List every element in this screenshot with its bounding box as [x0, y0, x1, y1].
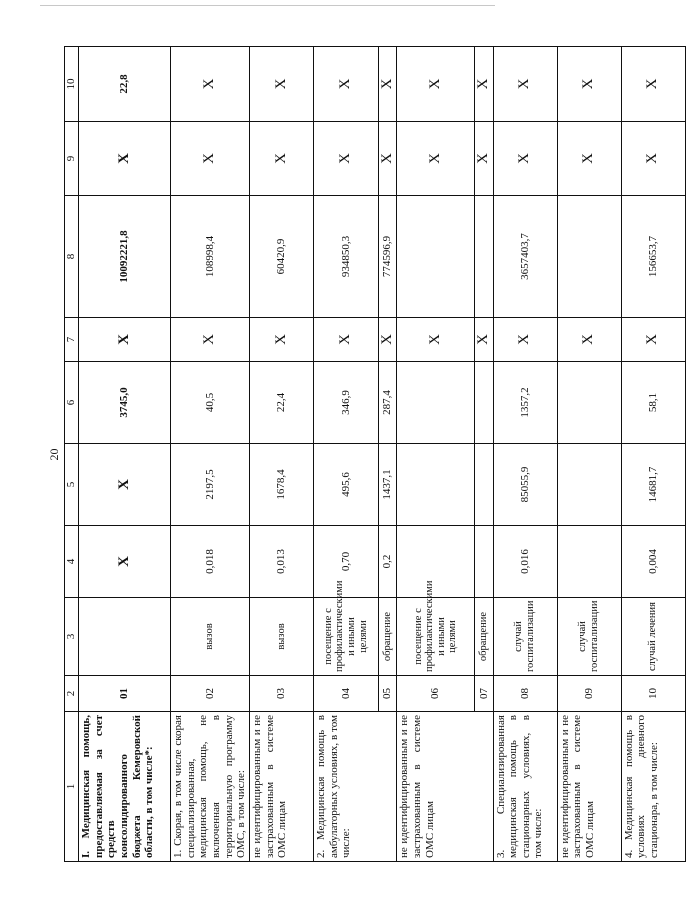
table-cell: [397, 444, 475, 526]
table-cell: X: [493, 318, 557, 362]
row-code: 10: [621, 676, 685, 712]
row-code: 05: [379, 676, 397, 712]
table-cell: 1437,1: [379, 444, 397, 526]
table-cell: X: [171, 47, 250, 122]
unit-cell: случай госпитализации: [557, 598, 621, 676]
table-cell: X: [621, 122, 685, 196]
unit-cell: обращение: [379, 598, 397, 676]
table-row: [171, 47, 250, 862]
column-header: 5: [65, 444, 79, 526]
column-header: 8: [65, 196, 79, 318]
table-cell: X: [397, 47, 475, 122]
table-cell: X: [379, 47, 397, 122]
header-row: [65, 47, 79, 862]
table-cell: [475, 196, 493, 318]
unit-cell: обращение: [475, 598, 493, 676]
table-cell: X: [79, 526, 171, 598]
column-header: 7: [65, 318, 79, 362]
unit-cell: случай госпитализации: [493, 598, 557, 676]
row-code: 07: [475, 676, 493, 712]
row-label: не идентифицированным и не застрахованным в системе ОМС лицам: [557, 712, 621, 862]
table-cell: 10092221,8: [79, 196, 171, 318]
table-cell: X: [314, 318, 379, 362]
table-cell: X: [493, 122, 557, 196]
table-cell: [397, 362, 475, 444]
column-header: 1: [65, 712, 79, 862]
row-code: 08: [493, 676, 557, 712]
table-cell: 14681,7: [621, 444, 685, 526]
data-table: [64, 46, 686, 862]
row-label: 4. Медицинская помощь в условиях дневного стационара, в том числе:: [621, 712, 685, 862]
table-cell: 495,6: [314, 444, 379, 526]
table-cell: 60420,9: [250, 196, 314, 318]
table-cell: 40,5: [171, 362, 250, 444]
table-row: [250, 47, 314, 862]
page-number: 20: [47, 448, 61, 461]
table-cell: [557, 526, 621, 598]
table-cell: 346,9: [314, 362, 379, 444]
table-cell: [557, 196, 621, 318]
table-cell: X: [250, 47, 314, 122]
table-row: [79, 47, 171, 862]
table-row: [493, 47, 557, 862]
table-cell: 0,016: [493, 526, 557, 598]
table-cell: 0,004: [621, 526, 685, 598]
unit-cell: [79, 598, 171, 676]
column-header: 3: [65, 598, 79, 676]
table-cell: X: [621, 318, 685, 362]
row-label: 1. Скорая, в том числе скорая специализированная, медицинская помощь, не включенная в территориальную программу ОМС, в том числе:: [171, 712, 250, 862]
table-cell: X: [314, 47, 379, 122]
table-cell: 22,8: [79, 47, 171, 122]
table-cell: [557, 444, 621, 526]
table-cell: X: [379, 318, 397, 362]
column-header: 9: [65, 122, 79, 196]
table-cell: X: [250, 122, 314, 196]
unit-cell: посещение с профилактическими и иными целями: [314, 598, 379, 676]
table-cell: [557, 362, 621, 444]
row-code: 03: [250, 676, 314, 712]
table-cell: X: [79, 318, 171, 362]
row-code: 02: [171, 676, 250, 712]
table-cell: X: [557, 122, 621, 196]
unit-cell: вызов: [250, 598, 314, 676]
table-cell: X: [493, 47, 557, 122]
table-cell: 2197,5: [171, 444, 250, 526]
table-cell: X: [475, 122, 493, 196]
table-cell: X: [475, 47, 493, 122]
table-cell: 1678,4: [250, 444, 314, 526]
table-cell: 1357,2: [493, 362, 557, 444]
row-code: 01: [79, 676, 171, 712]
table-cell: 0,70: [314, 526, 379, 598]
column-header: 10: [65, 47, 79, 122]
row-label: не идентифицированным и не застрахованным в системе ОМС лицам: [250, 712, 314, 862]
row-code: 06: [397, 676, 475, 712]
table-cell: X: [79, 122, 171, 196]
row-label: I. Медицинская помощь, предоставляемая за счет средств консолидированного бюджета Кемеровской области, в том числе*:: [79, 712, 171, 862]
table-cell: X: [379, 122, 397, 196]
row-label: не идентифицированным и не застрахованным в системе ОМС лицам: [397, 712, 493, 862]
column-header: 2: [65, 676, 79, 712]
table-cell: 85055,9: [493, 444, 557, 526]
table-cell: 3745,0: [79, 362, 171, 444]
unit-cell: вызов: [171, 598, 250, 676]
table-cell: X: [79, 444, 171, 526]
table-row: [397, 47, 475, 862]
table-cell: 3657403,7: [493, 196, 557, 318]
table-cell: 0,2: [379, 526, 397, 598]
row-code: 09: [557, 676, 621, 712]
table-cell: [475, 526, 493, 598]
column-header: 6: [65, 362, 79, 444]
table-cell: [475, 362, 493, 444]
table-cell: X: [475, 318, 493, 362]
table-cell: 0,013: [250, 526, 314, 598]
table-cell: 22,4: [250, 362, 314, 444]
rotated-page: [47, 47, 661, 862]
table-cell: X: [397, 122, 475, 196]
table-cell: X: [621, 47, 685, 122]
table-cell: 934850,3: [314, 196, 379, 318]
table-cell: 108998,4: [171, 196, 250, 318]
table-cell: X: [171, 122, 250, 196]
table-row: [557, 47, 621, 862]
row-label: 2. Медицинская помощь в амбулаторных условиях, в том числе:: [314, 712, 397, 862]
table-cell: [475, 444, 493, 526]
table-cell: X: [171, 318, 250, 362]
table-row: [621, 47, 685, 862]
table-cell: X: [314, 122, 379, 196]
table-cell: 287,4: [379, 362, 397, 444]
table-cell: X: [250, 318, 314, 362]
row-label: 3. Специализированная медицинская помощь в стационарных условиях, в том числе:: [493, 712, 557, 862]
table-cell: 58,1: [621, 362, 685, 444]
table-cell: X: [397, 318, 475, 362]
table-cell: X: [557, 318, 621, 362]
table-cell: X: [557, 47, 621, 122]
table-cell: 156653,7: [621, 196, 685, 318]
table-cell: [397, 196, 475, 318]
top-rule: [40, 5, 495, 6]
unit-cell: посещение с профилактическими и иными целями: [397, 598, 475, 676]
table-cell: 0,018: [171, 526, 250, 598]
unit-cell: случай лечения: [621, 598, 685, 676]
table-row: [314, 47, 379, 862]
column-header: 4: [65, 526, 79, 598]
table-cell: [397, 526, 475, 598]
table-cell: 774596,9: [379, 196, 397, 318]
row-code: 04: [314, 676, 379, 712]
